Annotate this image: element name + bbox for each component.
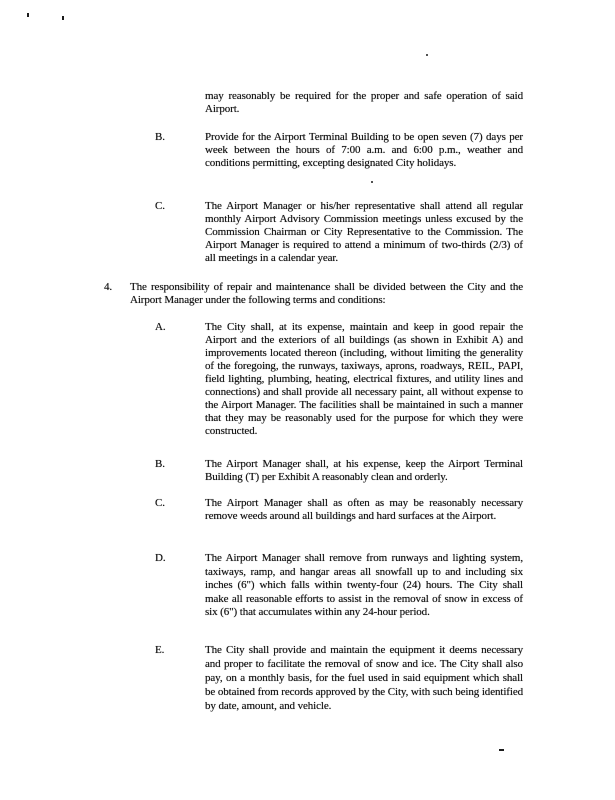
item-label: A.: [155, 321, 166, 333]
item-number: 4.: [104, 281, 113, 293]
numbered-item-4: [104, 281, 523, 307]
item-label: C.: [155, 200, 165, 212]
item-text: The City shall provide and maintain the equipment it deems necessary and proper to facilitate the removal of snow and ice. The City shall also pay, on a monthly basis, for the fuel used in said equipment which shall be obtained from records approved by the City, with such being identified by date, amount, and vehicle.: [205, 644, 523, 713]
item-label: B.: [155, 131, 165, 143]
item-label: D.: [155, 552, 166, 564]
item-text: The City shall, at its expense, maintain and keep in good repair the Airport and the exteriors of all buildings (as shown in Exhibit A) and improvements located thereon (including, without limiting the generality of the foregoing, the runways, taxiways, aprons, roadways, REIL, PAPI, field lighting, plumbing, heating, electrical fixtures, and utility lines and connections) and shall provide all necessary paint, all without expense to the Airport Manager. The facilities shall be maintained in such a manner that they may be reasonably used for the purpose for which they were constructed.: [205, 321, 523, 437]
item-text: The Airport Manager shall remove from runways and lighting system, taxiways, ramp, and hangar areas all snowfall up to and including six inches (6") which falls within twenty-four (24) hours. The City shall make all reasonable efforts to assist in the removal of snow in excess of six (6") that accumulates within any 24-hour period.: [205, 552, 523, 618]
list-item-b: [155, 131, 523, 170]
subitem-b: [155, 458, 523, 484]
item-text: The Airport Manager shall as often as may be reasonably necessary remove weeds around all buildings and hard surfaces at the Airport.: [205, 497, 523, 522]
scan-speck: [62, 16, 64, 20]
item-label: E.: [155, 644, 165, 656]
scan-speck: [499, 749, 504, 751]
list-item-c: [155, 200, 523, 265]
paragraph-text: may reasonably be required for the proper and safe operation of said Airport.: [205, 90, 523, 115]
subitem-d: [155, 552, 523, 620]
subitem-e: [155, 643, 523, 713]
scan-speck: [27, 13, 29, 17]
item-text: The Airport Manager or his/her representative shall attend all regular monthly Airport Advisory Commission meetings unless excused by the Commission Chairman or City Representative to the Commission. The Airport Manager is required to attend a minimum of two-thirds (2/3) of all meetings in a calendar year.: [205, 200, 523, 264]
item-text: The Airport Manager shall, at his expense, keep the Airport Terminal Building (T) per Exhibit A reasonably clean and orderly.: [205, 458, 523, 483]
subitem-a: [155, 321, 523, 438]
scan-speck: [426, 54, 428, 56]
paragraph-continuation: [205, 90, 523, 116]
subitem-c: [155, 497, 523, 523]
item-text: Provide for the Airport Terminal Building to be open seven (7) days per week between the hours of 7:00 a.m. and 6:00 p.m., weather and conditions permitting, excepting designated City holidays.: [205, 131, 523, 169]
item-text: The responsibility of repair and maintenance shall be divided between the City and the Airport Manager under the following terms and conditions:: [130, 281, 523, 306]
item-label: B.: [155, 458, 165, 470]
item-label: C.: [155, 497, 165, 509]
scan-speck: [371, 181, 373, 183]
